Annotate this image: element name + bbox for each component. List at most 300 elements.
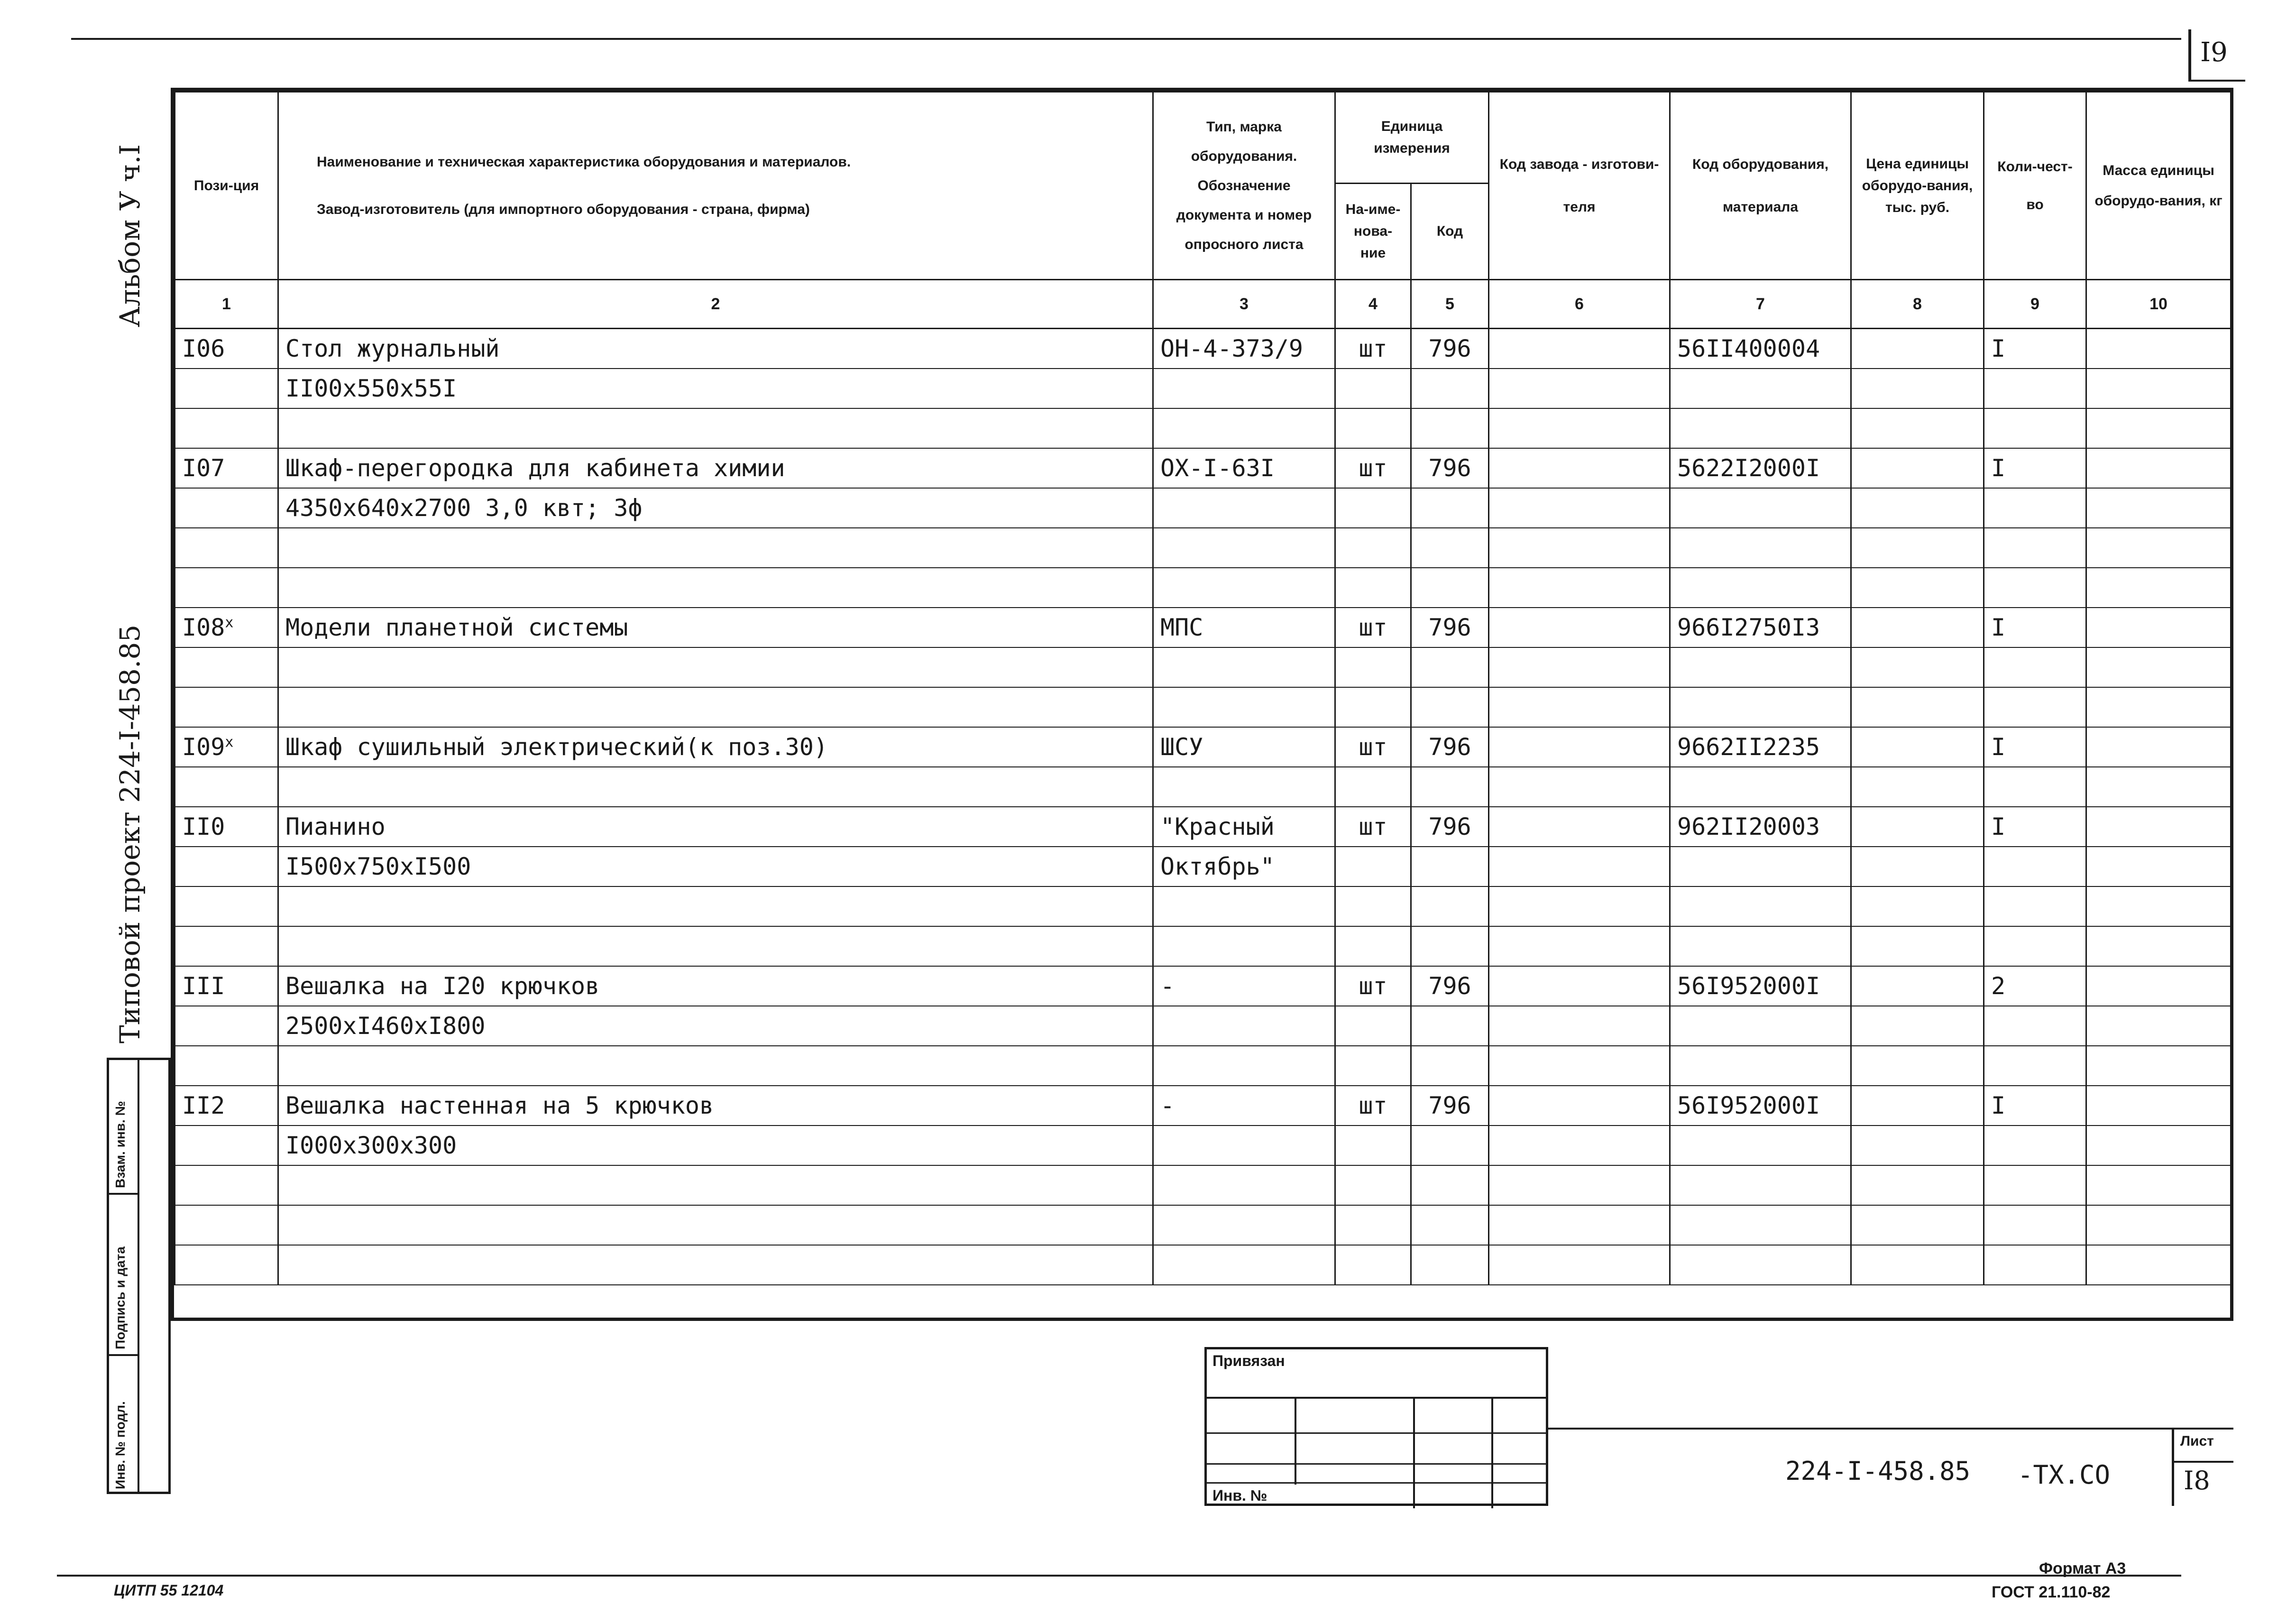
mass-cell [2086, 966, 2231, 1006]
mass-cell [2086, 608, 2231, 647]
name-cell [278, 1205, 1153, 1245]
price-cell [1851, 886, 1984, 926]
qty-cell [1984, 847, 2086, 886]
equipment-code-cell [1670, 1086, 1851, 1126]
price-cell [1851, 687, 1984, 727]
equipment-code-cell [1670, 528, 1851, 568]
unit-code-cell [1411, 807, 1489, 847]
pos-cell [175, 448, 278, 488]
price-cell [1851, 847, 1984, 886]
unit-cell [1335, 329, 1411, 369]
table-row [175, 1126, 2231, 1165]
unit-code-cell [1411, 926, 1489, 966]
type-cell [1153, 1086, 1335, 1126]
factory-code-cell [1489, 1086, 1670, 1126]
equipment-code-cell [1670, 966, 1851, 1006]
qty-cell [1984, 727, 2086, 767]
name-cell [278, 568, 1153, 608]
name-cell [278, 1126, 1153, 1165]
table-row [175, 647, 2231, 687]
type-cell [1153, 647, 1335, 687]
price-cell [1851, 807, 1984, 847]
qty-cell [1984, 807, 2086, 847]
price-cell [1851, 1205, 1984, 1245]
pos-cell [175, 369, 278, 408]
page-number: I9 [2200, 37, 2228, 68]
unit-cell-text: шт [1359, 454, 1387, 482]
sheet-number: I8 [2184, 1466, 2210, 1495]
format-label: Формат А3 [2039, 1559, 2126, 1578]
qty-cell [1984, 886, 2086, 926]
pos-cell [175, 1126, 278, 1165]
unit-code-cell [1411, 528, 1489, 568]
unit-code-cell [1411, 727, 1489, 767]
col-qty-header: Коли-чест-во [1984, 92, 2086, 280]
pos-cell-text: II2 [182, 1092, 225, 1119]
type-cell [1153, 727, 1335, 767]
unit-code-cell-text: 796 [1428, 614, 1471, 641]
type-cell [1153, 488, 1335, 528]
col-name-header-line2: Завод-изготовитель (для импортного оборудования - страна, фирма) [317, 201, 810, 217]
qty-cell [1984, 369, 2086, 408]
name-cell [278, 847, 1153, 886]
column-numbers-row [175, 280, 2231, 329]
type-cell [1153, 1006, 1335, 1046]
name-cell [278, 767, 1153, 807]
pos-cell [175, 647, 278, 687]
name-cell [278, 1245, 1153, 1285]
type-cell [1153, 886, 1335, 926]
price-cell [1851, 767, 1984, 807]
mass-cell [2086, 408, 2231, 448]
name-cell [278, 926, 1153, 966]
table-row [175, 966, 2231, 1006]
type-cell [1153, 1126, 1335, 1165]
qty-cell [1984, 608, 2086, 647]
type-cell [1153, 528, 1335, 568]
factory-code-cell [1489, 767, 1670, 807]
equipment-code-cell [1670, 926, 1851, 966]
equipment-code-cell [1670, 647, 1851, 687]
unit-code-cell [1411, 1205, 1489, 1245]
pos-cell [175, 408, 278, 448]
unit-cell [1335, 847, 1411, 886]
factory-code-cell [1489, 1126, 1670, 1165]
unit-cell [1335, 448, 1411, 488]
qty-cell [1984, 448, 2086, 488]
qty-cell [1984, 1165, 2086, 1205]
mass-cell [2086, 1165, 2231, 1205]
pos-cell [175, 1245, 278, 1285]
title-block-line [1548, 1428, 2233, 1430]
mass-cell [2086, 687, 2231, 727]
pos-cell [175, 1006, 278, 1046]
unit-cell [1335, 1126, 1411, 1165]
pos-cell-text: I07 [182, 454, 225, 482]
factory-code-cell [1489, 488, 1670, 528]
sheet-label: Лист [2180, 1433, 2214, 1449]
unit-code-cell [1411, 687, 1489, 727]
name-cell [278, 369, 1153, 408]
name-cell [278, 608, 1153, 647]
unit-cell [1335, 608, 1411, 647]
unit-cell [1335, 727, 1411, 767]
type-cell-text: "Красный [1160, 813, 1275, 840]
pos-cell [175, 528, 278, 568]
qty-cell [1984, 1205, 2086, 1245]
mass-cell [2086, 1245, 2231, 1285]
col-unit-header: Единица измерения [1335, 92, 1489, 184]
unit-code-cell [1411, 647, 1489, 687]
table-row [175, 1165, 2231, 1205]
table-row [175, 767, 2231, 807]
name-cell [278, 528, 1153, 568]
equipment-code-cell [1670, 1046, 1851, 1086]
type-cell [1153, 329, 1335, 369]
table-row [175, 1006, 2231, 1046]
name-cell [278, 408, 1153, 448]
type-cell [1153, 966, 1335, 1006]
unit-cell [1335, 1205, 1411, 1245]
mass-cell [2086, 886, 2231, 926]
equipment-code-cell [1670, 687, 1851, 727]
unit-code-cell [1411, 488, 1489, 528]
equipment-code-cell [1670, 408, 1851, 448]
type-cell [1153, 847, 1335, 886]
qty-cell-text: I [1991, 614, 2006, 641]
unit-cell [1335, 886, 1411, 926]
factory-code-cell [1489, 369, 1670, 408]
equipment-code-cell [1670, 448, 1851, 488]
unit-cell-text: шт [1359, 972, 1387, 1000]
equipment-code-cell [1670, 886, 1851, 926]
unit-cell [1335, 926, 1411, 966]
qty-cell [1984, 528, 2086, 568]
qty-cell-text: I [1991, 733, 2006, 761]
qty-cell [1984, 647, 2086, 687]
factory-code-cell [1489, 1205, 1670, 1245]
col-pos-header: Пози-ция [175, 92, 278, 280]
table-row [175, 807, 2231, 847]
name-cell-text: Вешалка на I20 крючков [285, 972, 600, 1000]
factory-code-cell [1489, 847, 1670, 886]
table-row [175, 1205, 2231, 1245]
mass-cell [2086, 528, 2231, 568]
unit-code-cell [1411, 408, 1489, 448]
type-cell [1153, 807, 1335, 847]
type-cell [1153, 1245, 1335, 1285]
name-cell [278, 687, 1153, 727]
qty-cell [1984, 488, 2086, 528]
type-cell [1153, 926, 1335, 966]
price-cell [1851, 329, 1984, 369]
unit-code-cell [1411, 1165, 1489, 1205]
table-row [175, 847, 2231, 886]
qty-cell [1984, 1046, 2086, 1086]
column-number: 5 [1411, 280, 1489, 329]
unit-code-cell [1411, 886, 1489, 926]
pos-cell [175, 1205, 278, 1245]
table-row [175, 727, 2231, 767]
unit-code-cell-text: 796 [1428, 335, 1471, 362]
unit-cell [1335, 1006, 1411, 1046]
pos-cell [175, 1046, 278, 1086]
equipment-code-cell [1670, 847, 1851, 886]
name-cell [278, 727, 1153, 767]
type-cell-text: ОХ-I-63I [1160, 454, 1275, 482]
type-cell-text: - [1160, 1092, 1175, 1119]
type-cell [1153, 568, 1335, 608]
unit-code-cell [1411, 1245, 1489, 1285]
unit-cell-text: шт [1359, 614, 1387, 641]
mass-cell [2086, 727, 2231, 767]
name-cell-text: I000x300x300 [285, 1132, 457, 1159]
qty-cell [1984, 408, 2086, 448]
mass-cell [2086, 1006, 2231, 1046]
factory-code-cell [1489, 568, 1670, 608]
table-row [175, 608, 2231, 647]
org-label: ЦИТП 55 12104 [114, 1582, 224, 1599]
qty-cell [1984, 926, 2086, 966]
mass-cell [2086, 807, 2231, 847]
unit-cell-text: шт [1359, 733, 1387, 761]
unit-cell-text: шт [1359, 335, 1387, 362]
unit-cell [1335, 528, 1411, 568]
col-price-header: Цена единицы оборудо-вания, тыс. руб. [1851, 92, 1984, 280]
name-cell-text: Вешалка настенная на 5 крючков [285, 1092, 714, 1119]
doc-number: 224-I-458.85 [1785, 1456, 1971, 1486]
col-eqcode-header: Код оборудования, материала [1670, 92, 1851, 280]
type-cell-text: ШСУ [1160, 733, 1203, 761]
name-cell [278, 448, 1153, 488]
equipment-code-cell-text: 56II400004 [1677, 335, 1820, 362]
type-cell [1153, 448, 1335, 488]
spec-table [174, 91, 2232, 1285]
mass-cell [2086, 926, 2231, 966]
name-cell [278, 807, 1153, 847]
factory-code-cell [1489, 1165, 1670, 1205]
mass-cell [2086, 847, 2231, 886]
unit-code-cell [1411, 1046, 1489, 1086]
column-number: 4 [1335, 280, 1411, 329]
unit-code-cell [1411, 608, 1489, 647]
mass-cell [2086, 488, 2231, 528]
price-cell [1851, 369, 1984, 408]
unit-code-cell [1411, 966, 1489, 1006]
qty-cell [1984, 1086, 2086, 1126]
unit-code-cell [1411, 1086, 1489, 1126]
column-number: 6 [1489, 280, 1670, 329]
type-cell [1153, 408, 1335, 448]
inv-label: Инв. № подл. [113, 1401, 128, 1489]
unit-cell [1335, 408, 1411, 448]
price-cell [1851, 448, 1984, 488]
unit-code-cell [1411, 1006, 1489, 1046]
unit-code-cell [1411, 1126, 1489, 1165]
mass-cell [2086, 1086, 2231, 1126]
type-cell-text: ОН-4-373/9 [1160, 335, 1304, 362]
unit-cell [1335, 369, 1411, 408]
factory-code-cell [1489, 448, 1670, 488]
unit-cell [1335, 1165, 1411, 1205]
column-number: 1 [175, 280, 278, 329]
type-cell [1153, 1205, 1335, 1245]
unit-code-cell-text: 796 [1428, 972, 1471, 1000]
unit-cell [1335, 807, 1411, 847]
doc-mark: -ТХ.СО [2018, 1460, 2111, 1490]
equipment-code-cell-text: 9662II2235 [1677, 733, 1820, 761]
price-cell [1851, 1165, 1984, 1205]
table-row [175, 528, 2231, 568]
qty-cell [1984, 1006, 2086, 1046]
unit-cell [1335, 767, 1411, 807]
equipment-code-cell-text: 966I2750I3 [1677, 614, 1820, 641]
unit-cell [1335, 1046, 1411, 1086]
type-cell [1153, 1046, 1335, 1086]
qty-cell [1984, 966, 2086, 1006]
column-number: 7 [1670, 280, 1851, 329]
unit-code-cell-text: 796 [1428, 454, 1471, 482]
price-cell [1851, 727, 1984, 767]
pos-cell [175, 687, 278, 727]
name-cell-text: I500x750xI500 [285, 853, 471, 880]
unit-cell [1335, 687, 1411, 727]
table-row [175, 408, 2231, 448]
name-cell [278, 488, 1153, 528]
equipment-code-cell-text: 56I952000I [1677, 1092, 1820, 1119]
name-cell-text: 4350x640x2700 3,0 квт; 3ф [285, 494, 643, 522]
unit-code-cell [1411, 329, 1489, 369]
pos-cell [175, 847, 278, 886]
equipment-code-cell [1670, 329, 1851, 369]
col-factory-header: Код завода - изготови-теля [1489, 92, 1670, 280]
pos-cell [175, 329, 278, 369]
equipment-code-cell [1670, 488, 1851, 528]
unit-cell [1335, 488, 1411, 528]
equipment-code-cell-text: 56I952000I [1677, 972, 1820, 1000]
column-number: 10 [2086, 280, 2231, 329]
unit-cell [1335, 966, 1411, 1006]
pos-cell [175, 1086, 278, 1126]
pos-cell [175, 1165, 278, 1205]
factory-code-cell [1489, 1006, 1670, 1046]
name-cell-text: Пианино [285, 813, 386, 840]
unit-code-cell-text: 796 [1428, 1092, 1471, 1119]
column-number: 9 [1984, 280, 2086, 329]
table-row [175, 1245, 2231, 1285]
type-cell [1153, 1165, 1335, 1205]
factory-code-cell [1489, 329, 1670, 369]
col-unitcode-header: Код [1411, 184, 1489, 280]
pos-cell-text: III [182, 972, 225, 1000]
table-row [175, 1086, 2231, 1126]
pos-cell-text: I08 [182, 614, 225, 641]
pos-cell-text: II0 [182, 813, 225, 840]
factory-code-cell [1489, 528, 1670, 568]
pos-cell-text: I09 [182, 733, 225, 761]
factory-code-cell [1489, 807, 1670, 847]
equipment-code-cell [1670, 568, 1851, 608]
equipment-code-cell [1670, 1245, 1851, 1285]
qty-cell [1984, 687, 2086, 727]
mass-cell [2086, 647, 2231, 687]
vzam-label: Взам. инв. № [113, 1101, 128, 1188]
factory-code-cell [1489, 1046, 1670, 1086]
name-cell [278, 329, 1153, 369]
pos-cell [175, 807, 278, 847]
price-cell [1851, 528, 1984, 568]
price-cell [1851, 1126, 1984, 1165]
name-cell-text: Шкаф сушильный электрический(к поз.30) [285, 733, 828, 761]
pos-cell [175, 767, 278, 807]
name-cell [278, 966, 1153, 1006]
mass-cell [2086, 1126, 2231, 1165]
qty-cell [1984, 568, 2086, 608]
unit-code-cell-text: 796 [1428, 813, 1471, 840]
equipment-code-cell [1670, 807, 1851, 847]
table-row [175, 369, 2231, 408]
name-cell [278, 1086, 1153, 1126]
unit-cell-text: шт [1359, 813, 1387, 840]
privyazan-label: Привязан [1212, 1352, 1285, 1369]
equipment-code-cell [1670, 767, 1851, 807]
name-cell [278, 1165, 1153, 1205]
col-name-header [278, 92, 1153, 280]
table-row [175, 1046, 2231, 1086]
col-unitname-header: На-име-нова-ние [1335, 184, 1411, 280]
factory-code-cell [1489, 687, 1670, 727]
name-cell-text: Модели планетной системы [285, 614, 628, 641]
col-type-header: Тип, марка оборудования. Обозначение документа и номер опросного листа [1153, 92, 1335, 280]
col-mass-header: Масса единицы оборудо-вания, кг [2086, 92, 2231, 280]
equipment-code-cell [1670, 1205, 1851, 1245]
pos-cell [175, 568, 278, 608]
name-cell-text: 2500xI460xI800 [285, 1012, 486, 1040]
price-cell [1851, 647, 1984, 687]
factory-code-cell [1489, 966, 1670, 1006]
equipment-code-cell-text: 5622I2000I [1677, 454, 1820, 482]
mass-cell [2086, 767, 2231, 807]
factory-code-cell [1489, 608, 1670, 647]
equipment-code-cell [1670, 1126, 1851, 1165]
table-row [175, 926, 2231, 966]
top-rule [71, 38, 2181, 40]
unit-code-cell [1411, 847, 1489, 886]
mass-cell [2086, 1205, 2231, 1245]
pos-mark: x [225, 734, 234, 751]
price-cell [1851, 1086, 1984, 1126]
type-cell-text: Октябрь" [1160, 853, 1275, 880]
price-cell [1851, 568, 1984, 608]
price-cell [1851, 1006, 1984, 1046]
col-name-header-line1: Наименование и техническая характеристика оборудования и материалов. [317, 154, 851, 170]
pos-cell [175, 727, 278, 767]
pos-cell [175, 926, 278, 966]
album-label: Альбом У ч.I [114, 144, 146, 327]
mass-cell [2086, 329, 2231, 369]
name-cell-text: Шкаф-перегородка для кабинета химии [285, 454, 785, 482]
pos-cell [175, 488, 278, 528]
qty-cell-text: I [1991, 335, 2006, 362]
qty-cell-text: I [1991, 454, 2006, 482]
type-cell [1153, 767, 1335, 807]
type-cell-text: - [1160, 972, 1175, 1000]
name-cell [278, 1006, 1153, 1046]
qty-cell [1984, 329, 2086, 369]
mass-cell [2086, 448, 2231, 488]
unit-code-cell [1411, 767, 1489, 807]
qty-cell-text: 2 [1991, 972, 2006, 1000]
